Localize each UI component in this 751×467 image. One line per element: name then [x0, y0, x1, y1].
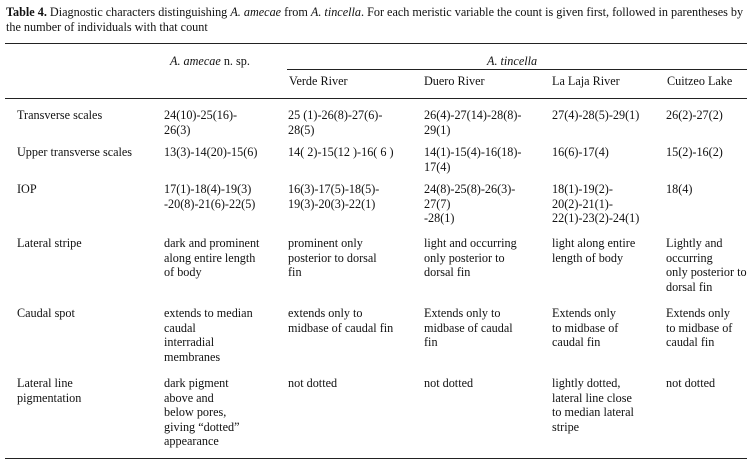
cell-line: dorsal fin	[666, 279, 713, 294]
cell-line: 26(3)	[164, 122, 191, 137]
cell-line: Caudal spot	[17, 306, 75, 320]
header-population: Verde River	[289, 74, 348, 88]
cell-line: 26(2)-27(2)	[666, 108, 723, 122]
table-cell-cuitzeo	[666, 306, 732, 350]
cell-line: giving “dotted”	[164, 419, 240, 434]
table-cell-amecae	[164, 376, 239, 449]
cell-line: caudal	[164, 320, 196, 335]
caption-species-b: A. tincella	[310, 5, 361, 19]
cell-line: Lateral stripe	[17, 236, 82, 250]
cell-line: to midbase of	[552, 320, 619, 335]
header-amecae-suffix: n. sp.	[220, 54, 250, 68]
cell-line: occurring	[666, 250, 713, 265]
cell-line: IOP	[17, 182, 37, 196]
cell-line: 17(1)-18(4)-19(3)	[164, 182, 252, 196]
table-cell-cuitzeo	[666, 182, 692, 197]
table-cell-amecae	[164, 108, 237, 137]
cell-line: lateral line close	[552, 390, 632, 405]
cell-line: 25 (1)-26(8)-27(6)-	[288, 108, 383, 122]
cell-line: midbase of caudal	[424, 320, 513, 335]
header-bottom-rule	[5, 98, 747, 99]
caption-species-a: A. amecae	[230, 5, 282, 19]
header-population: Cuitzeo Lake	[667, 74, 733, 88]
table-caption	[6, 5, 746, 35]
cell-line: Lateral line	[17, 376, 73, 390]
cell-line: light along entire	[552, 236, 636, 250]
cell-line: length of body	[552, 250, 624, 265]
table-cell-laja	[552, 182, 639, 226]
header-amecae-italic: A. amecae	[170, 54, 221, 68]
table-cell-amecae	[164, 236, 259, 280]
table-cell-cuitzeo	[666, 376, 715, 391]
cell-line: 27(4)-28(5)-29(1)	[552, 108, 640, 122]
table-cell-laja	[552, 108, 639, 123]
cell-line: 16(6)-17(4)	[552, 145, 609, 159]
table-cell-cuitzeo	[666, 145, 723, 160]
table-top-rule	[5, 43, 747, 44]
cell-line: Extends only	[552, 306, 616, 320]
cell-line: 18(4)	[666, 182, 693, 196]
table-cell-amecae	[164, 182, 255, 211]
cell-line: Lightly and	[666, 236, 723, 250]
cell-line: -28(1)	[424, 211, 455, 226]
cell-line: dark pigment	[164, 376, 229, 390]
cell-line: caudal fin	[666, 335, 715, 350]
row-label-cell	[17, 182, 37, 197]
cell-line: appearance	[164, 434, 219, 449]
caption-text-3: . For each meristic variable the count is given first, followed in parentheses by the number of individuals with that count	[6, 5, 744, 34]
cell-line: extends only to	[288, 306, 363, 320]
cell-line: fin	[288, 265, 302, 280]
cell-line: membranes	[164, 349, 221, 364]
table-cell-verde	[288, 236, 377, 280]
cell-line: pigmentation	[17, 390, 82, 405]
table-cell-cuitzeo	[666, 236, 747, 294]
cell-line: 28(5)	[288, 122, 315, 137]
cell-line: of body	[164, 265, 202, 280]
cell-line: 22(1)-23(2)-24(1)	[552, 211, 640, 226]
table-cell-verde	[288, 145, 394, 160]
cell-line: to median lateral	[552, 405, 634, 420]
cell-line: Extends only	[666, 306, 730, 320]
table-cell-verde	[288, 306, 393, 335]
cell-line: 14( 2)-15(12 )-16( 6 )	[288, 145, 394, 159]
cell-line: not dotted	[288, 376, 338, 390]
cell-line: 27(7)	[424, 196, 451, 211]
table-cell-amecae	[164, 145, 257, 160]
cell-line: posterior to dorsal	[288, 250, 377, 265]
cell-line: midbase of caudal fin	[288, 320, 394, 335]
table-cell-amecae	[164, 306, 253, 364]
table-cell-duero	[424, 376, 473, 391]
table-cell-duero	[424, 108, 521, 137]
caption-text-2: from	[281, 5, 311, 19]
cell-line: 14(1)-15(4)-16(18)-	[424, 145, 522, 159]
cell-line: 26(4)-27(14)-28(8)-	[424, 108, 522, 122]
table-cell-cuitzeo	[666, 108, 723, 123]
caption-text-1: Diagnostic characters distinguishing	[46, 5, 231, 19]
cell-line: 15(2)-16(2)	[666, 145, 723, 159]
header-population: La Laja River	[552, 74, 620, 88]
row-label-cell	[17, 108, 102, 123]
cell-line: lightly dotted,	[552, 376, 621, 390]
cell-line: not dotted	[666, 376, 716, 390]
cell-line: 17(4)	[424, 159, 451, 174]
header-tincella-italic: A. tincella	[487, 54, 538, 68]
header-amecae	[170, 54, 250, 69]
cell-line: only posterior to	[666, 265, 747, 280]
cell-line: Upper transverse scales	[17, 145, 133, 159]
table-cell-duero	[424, 306, 513, 350]
table-cell-laja	[552, 306, 618, 350]
cell-line: 19(3)-20(3)-22(1)	[288, 196, 376, 211]
header-population: Duero River	[424, 74, 485, 88]
row-label-cell	[17, 376, 81, 405]
cell-line: 20(2)-21(1)-	[552, 196, 613, 211]
caption-label: Table 4.	[6, 5, 47, 19]
table-cell-laja	[552, 376, 634, 434]
table-cell-duero	[424, 236, 517, 280]
table-cell-verde	[288, 376, 337, 391]
row-label-cell	[17, 145, 132, 160]
table-cell-laja	[552, 236, 635, 265]
cell-line: below pores,	[164, 405, 227, 420]
cell-line: 24(10)-25(16)-	[164, 108, 238, 122]
cell-line: 13(3)-14(20)-15(6)	[164, 145, 258, 159]
cell-line: fin	[424, 335, 438, 350]
table-cell-verde	[288, 182, 379, 211]
cell-line: along entire length	[164, 250, 256, 265]
header-tincella	[487, 54, 537, 69]
row-label-cell	[17, 236, 82, 251]
cell-line: 18(1)-19(2)-	[552, 182, 613, 196]
cell-line: 16(3)-17(5)-18(5)-	[288, 182, 380, 196]
cell-line: dorsal fin	[424, 265, 471, 280]
cell-line: interradial	[164, 335, 215, 350]
cell-line: to midbase of	[666, 320, 733, 335]
cell-line: above and	[164, 390, 214, 405]
cell-line: Extends only to	[424, 306, 501, 320]
table-cell-duero	[424, 182, 515, 226]
cell-line: dark and prominent	[164, 236, 260, 250]
cell-line: prominent only	[288, 236, 363, 250]
table-bottom-rule	[5, 458, 747, 459]
cell-line: -20(8)-21(6)-22(5)	[164, 196, 256, 211]
cell-line: 24(8)-25(8)-26(3)-	[424, 182, 516, 196]
cell-line: extends to median	[164, 306, 253, 320]
row-label-cell	[17, 306, 75, 321]
table-cell-laja	[552, 145, 609, 160]
cell-line: Transverse scales	[17, 108, 103, 122]
table-cell-verde	[288, 108, 382, 137]
cell-line: caudal fin	[552, 335, 601, 350]
cell-line: not dotted	[424, 376, 474, 390]
cell-line: stripe	[552, 419, 580, 434]
cell-line: only posterior to	[424, 250, 505, 265]
cell-line: light and occurring	[424, 236, 517, 250]
tincella-span-rule	[287, 69, 747, 70]
cell-line: 29(1)	[424, 122, 451, 137]
table-cell-duero	[424, 145, 521, 174]
